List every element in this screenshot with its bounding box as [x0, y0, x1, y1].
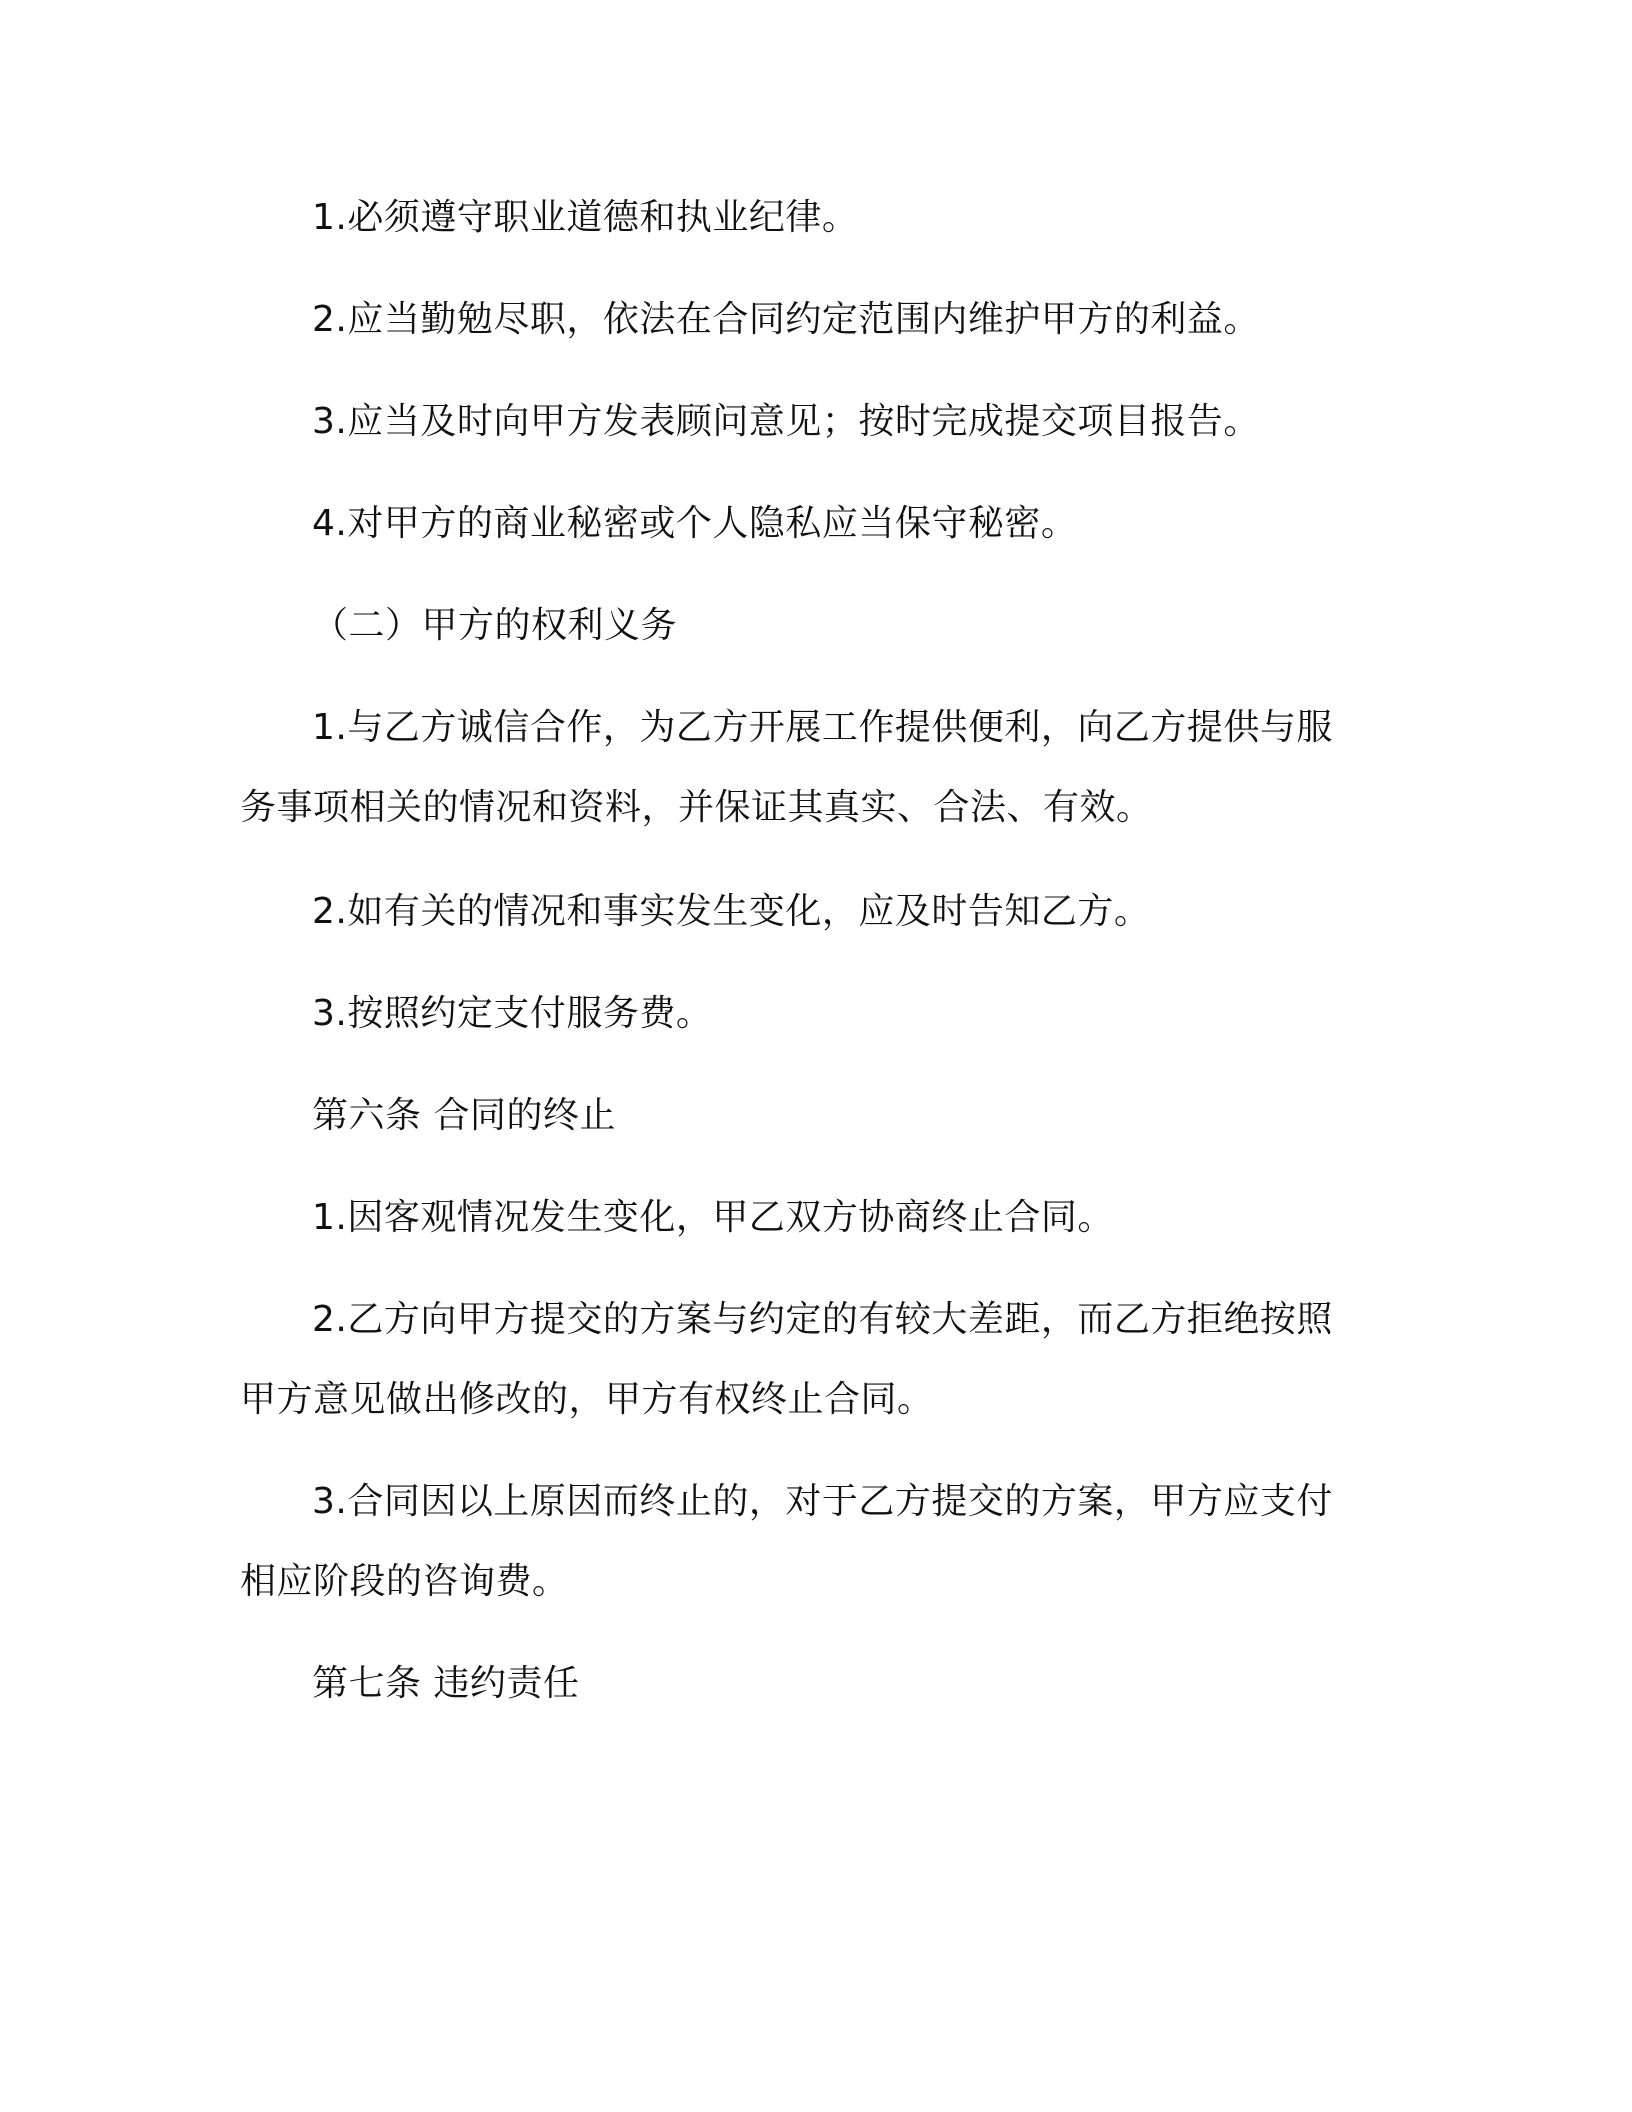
article-heading-termination: 第六条 合同的终止 — [312, 1095, 616, 1136]
paragraph-termination-1: 1.因客观情况发生变化，甲乙双方协商终止合同。 — [312, 1197, 1114, 1238]
paragraph-party-a-3: 3.按照约定支付服务费。 — [312, 993, 713, 1034]
article-heading-liability: 第七条 违约责任 — [312, 1663, 580, 1704]
paragraph-termination-3: 3.合同因以上原因而终止的，对于乙方提交的方案，甲方应支付相应阶段的咨询费。 — [240, 1481, 1333, 1602]
paragraph-party-a-1: 1.与乙方诚信合作，为乙方开展工作提供便利，向乙方提供与服务事项相关的情况和资料，并保证其真实、合法、有效。 — [240, 707, 1333, 828]
paragraph-party-a-2: 2.如有关的情况和事实发生变化，应及时告知乙方。 — [312, 891, 1151, 932]
paragraph-termination-2: 2.乙方向甲方提交的方案与约定的有较大差距，而乙方拒绝按照甲方意见做出修改的，甲方有权终止合同。 — [240, 1299, 1333, 1420]
section-heading-party-a-rights: （二）甲方的权利义务 — [312, 605, 678, 646]
paragraph-obligation-3: 3.应当及时向甲方发表顾问意见；按时完成提交项目报告。 — [312, 401, 1260, 442]
paragraph-obligation-4: 4.对甲方的商业秘密或个人隐私应当保守秘密。 — [312, 503, 1078, 544]
paragraph-obligation-2: 2.应当勤勉尽职，依法在合同约定范围内维护甲方的利益。 — [312, 299, 1260, 340]
paragraph-obligation-1: 1.必须遵守职业道德和执业纪律。 — [312, 197, 859, 238]
